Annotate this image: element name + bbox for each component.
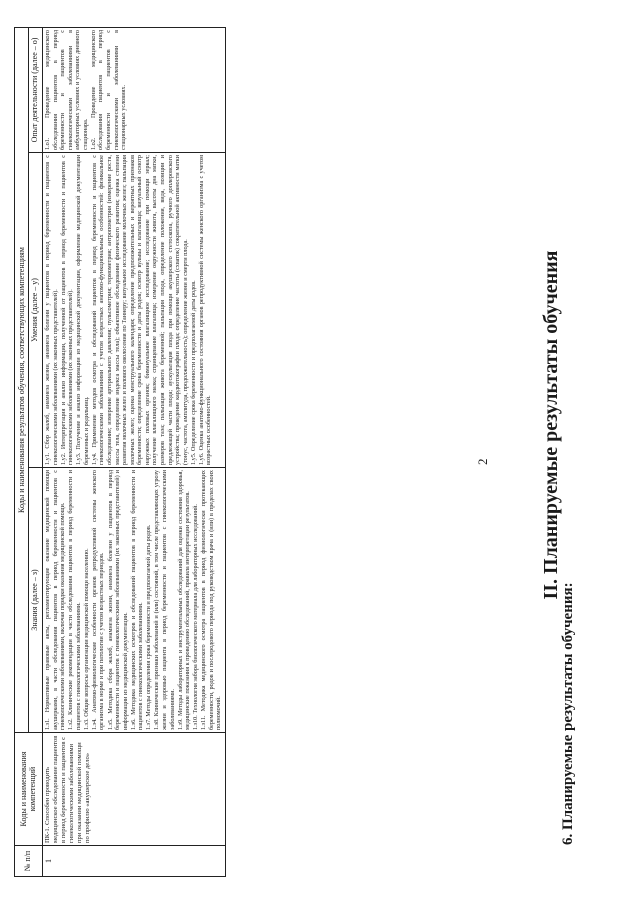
skills-cell bbox=[42, 153, 225, 468]
header-skills: Умения (далее – у) bbox=[28, 153, 42, 468]
learning-outcomes-table bbox=[14, 27, 226, 877]
skill-item: 1.у5. Определение срока беременности и предполагаемой даты родов. bbox=[189, 280, 197, 465]
skill-item: 1.у4. Применение методов осмотра и обследований пациентов в период беременности и пациентов с гинекологическими заболеваниями с учетом возрастных анатомо-функциональных особенностей: физикальное обследование; измерение артериального давления; пульсометрия; термометрия; антропометрия (измерение роста, массы тела, определение индекса массы тела); объективное обследование физического развития; оценка степени развития молочных желез и полового оволосения по Таннеру; визуальное исследование молочных желез; пальпация молочных желез; оценка менструального календаря; определение предположительных и вероятных признаков беременности; определение срока беременности и даты родов; осмотр вульвы и влагалища; визуальный осмотр наружных половых органов; бимануальное влагалищное исследование; исследование при помощи зеркал; получение влагалищного мазка; спринцевание влагалища; измерение окружности живота, высоты дна матки, размеров таза; пальпация живота беременной; пальпация плода, определение положения, вида, позиции и предлежащей части плода; аускультация плода при помощи акушерского стетоскопа, ручного доплеровского устройства; проведение кардиотокографии плода; определение частоты (схваток) сократительной активности матки (тонус, частота, амплитуда, продолжительность); определение жизни и смерти плода. bbox=[90, 155, 189, 465]
skill-item: 1.у6. Оценка анатомо-функционального состояния органов репродуктивной системы женского организма с учетом возрастных особенностей. bbox=[197, 155, 213, 465]
main-heading: II. Планируемые результаты обучения bbox=[540, 250, 562, 600]
experience-cell bbox=[42, 28, 225, 153]
knowledge-item: 1.з4. Анатомо-физиологические особенности органов репродуктивной системы женского организма в норме и при патологии с учетом возрастных периодов. bbox=[90, 470, 106, 730]
table-row bbox=[42, 28, 225, 877]
knowledge-item: 1.з10. Технология забора биологического материала для лабораторных исследований. bbox=[192, 504, 200, 730]
page-number: 2 bbox=[475, 458, 490, 465]
knowledge-item: 1.з7. Методы определения срока беременности и предполагаемой даты родов. bbox=[145, 524, 153, 730]
skill-item: 1.у2. Интерпретация и анализ информации, полученной от пациентов в период беременности и пациентов с гинекологическими заболеваниями (их законных представителей). bbox=[59, 155, 75, 465]
experience-item: 1.о2. Проведение медицинского обследования пациентов в период беременности и пациентов с гинекологическими заболеваниями в стационарных условиях. bbox=[89, 30, 128, 150]
knowledge-item: 1.з5. Методика сбора жалоб, анамнеза жизни, анамнеза болезни у пациентов в период беременности и пациентов с гинекологическими заболеваниями (их законных представителей) и информации из медицинской документации. bbox=[106, 470, 129, 730]
competence-cell: ПК-1. Способен проводить медицинское обследование пациентов в период беременности и пациентов с гинекологическими заболеваниями при оказании медицинской помощи по профилю «акушерское дело» bbox=[42, 733, 225, 846]
table-header-row bbox=[15, 28, 29, 877]
header-experience: Опыт деятельности (далее – о) bbox=[28, 28, 42, 153]
knowledge-item: 1.з1. Нормативные правовые акты, регламентирующие оказание медицинской помощи акушерками, в части обследования пациентов в период беременности и пациентов с гинекологическими заболеваниями, включая порядки оказания медицинской помощи. bbox=[44, 470, 67, 730]
skill-item: 1.у3. Получение и анализ информации из медицинской документации, оформление медицинской документации беременных и родильниц. bbox=[75, 155, 90, 465]
skill-item: 1.у1. Сбор жалоб, анамнеза жизни, анамнеза болезни у пациентов в период беременности и пациентов с гинекологическими заболеваниями (их законных представителей). bbox=[44, 155, 59, 465]
knowledge-item: 1.з11. Методика медицинского осмотра пациентов в период физиологически протекающих беременности, родов и послеродового периода под руководством врача и (или) в пределах своих полномочий. bbox=[200, 470, 223, 730]
header-competence: Коды и наименования компетенций bbox=[15, 733, 43, 846]
knowledge-item: 1.з9. Методы лабораторных и инструментальных обследований для оценки состояния здоровья, медицинские показания к проведению обследований, правила интерпретации результатов. bbox=[176, 470, 192, 730]
header-num: № п/п bbox=[15, 846, 43, 877]
row-number: 1 bbox=[42, 846, 225, 877]
header-outcomes-group: Коды и наименования результатов обучения, соответствующих компетенциям bbox=[15, 28, 29, 733]
knowledge-item: 1.з6. Методика медицинских осмотров и обследований пациентов в период беременности и пациентов с гинекологическими заболеваниями. bbox=[129, 470, 145, 730]
knowledge-item: 1.з8. Клинические признаки заболеваний и (или) состояний, в том числе представляющих угрозу жизни и здоровью пациента в период беременности и пациентов с гинекологическими заболеваниями. bbox=[153, 470, 176, 730]
section-heading: 6. Планируемые результаты обучения: bbox=[560, 582, 576, 845]
experience-item: 1.о1. Проведение медицинского обследования пациентов в период беременности и пациентов с гинекологическими заболеваниями в амбулаторных условиях и условиях дневного стационара. bbox=[44, 30, 89, 150]
knowledge-cell bbox=[42, 468, 225, 733]
knowledge-item: 1.з2. Клинические рекомендации в части обследования пациентов в период беременности и пациентов с гинекологическими заболеваниями. bbox=[67, 470, 82, 730]
header-knowledge: Знания (далее – з) bbox=[28, 468, 42, 733]
knowledge-item: 1.з3. Общие вопросы организации медицинской помощи населению. bbox=[82, 548, 90, 730]
